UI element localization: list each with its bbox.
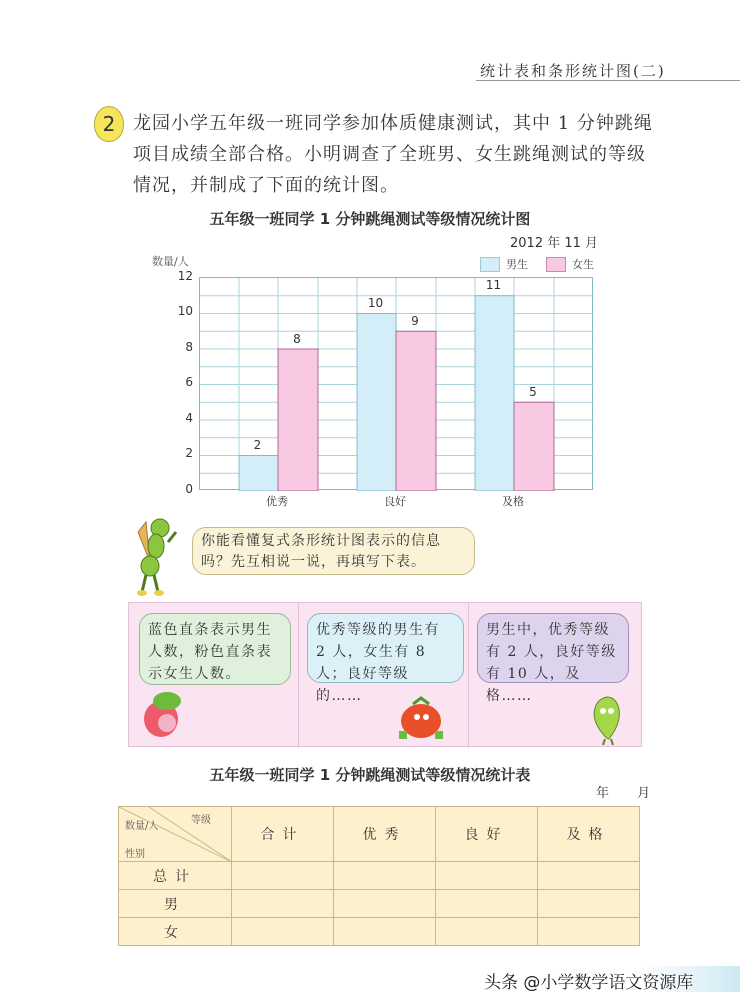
bar-chart-plot [199, 277, 593, 490]
problem-number-badge [94, 106, 124, 142]
prompt-speech-bubble: 你能看懂复式条形统计图表示的信息吗？先互相说一说，再填写下表。 [192, 527, 475, 575]
section-title: 统计表和条形统计图(二) [480, 62, 666, 80]
table-cell[interactable] [334, 890, 436, 918]
problem-text: 龙园小学五年级一班同学参加体质健康测试，其中 1 分钟跳绳项目成绩全部合格。小明调查了全班男、女生跳绳测试的等级情况，并制成了下面的统计图。 [133, 113, 653, 196]
statistics-table [118, 806, 640, 946]
table-date: 年 月 [596, 786, 663, 801]
chart-legend [480, 256, 594, 272]
y-tick: 6 [185, 375, 193, 389]
y-tick: 2 [185, 446, 193, 460]
column-header-pass: 及格 [538, 807, 640, 862]
row-label-total: 总计 [119, 862, 232, 890]
speech-bubble-blue: 优秀等级的男生有 2 人，女生有 8 人；良好等级的…… [307, 613, 464, 683]
x-tick: 良好 [384, 495, 406, 508]
table-cell[interactable] [232, 918, 334, 946]
pea-pod-character-icon [132, 512, 182, 597]
legend-label-girls: 女生 [572, 258, 594, 271]
y-axis-label: 数量/人 [152, 255, 189, 268]
x-tick: 优秀 [266, 495, 288, 508]
legend-swatch-girls [546, 257, 566, 272]
table-cell[interactable] [436, 890, 538, 918]
bar-value-girls-excellent: 8 [293, 332, 301, 346]
legend-swatch-boys [480, 257, 500, 272]
header-divider [476, 80, 740, 81]
table-cell[interactable] [232, 862, 334, 890]
discussion-panel [128, 602, 642, 747]
table-cell[interactable] [538, 890, 640, 918]
corner-label-gender: 性别 [125, 849, 145, 860]
speech-bubble-green: 蓝色直条表示男生人数，粉色直条表示女生人数。 [139, 613, 291, 685]
bar-value-boys-excellent: 2 [253, 438, 262, 452]
x-tick: 及格 [502, 495, 524, 508]
chart-title: 五年级一班同学 1 分钟跳绳测试等级情况统计图 [209, 210, 531, 228]
table-header-row [119, 807, 640, 862]
chart-date: 2012 年 11 月 [510, 236, 599, 251]
column-header-excellent: 优秀 [334, 807, 436, 862]
table-cell[interactable] [436, 918, 538, 946]
legend-label-boys: 男生 [506, 258, 528, 271]
table-corner-header [119, 807, 232, 862]
table-cell[interactable] [538, 918, 640, 946]
pepper-character-icon [587, 691, 627, 746]
radish-character-icon [137, 689, 187, 741]
corner-label-grade: 等级 [191, 815, 211, 826]
row-label-girls: 女 [119, 918, 232, 946]
column-header-total: 合计 [232, 807, 334, 862]
y-tick: 4 [185, 411, 193, 425]
table-cell[interactable] [232, 890, 334, 918]
table-title: 五年级一班同学 1 分钟跳绳测试等级情况统计表 [209, 766, 531, 784]
bar-value-girls-good: 9 [411, 314, 419, 328]
table-cell[interactable] [436, 862, 538, 890]
row-label-boys: 男 [119, 890, 232, 918]
bar-value-boys-good: 10 [367, 296, 384, 310]
discussion-item [129, 603, 299, 748]
problem-number: 2 [102, 112, 116, 136]
y-tick: 10 [177, 304, 193, 318]
y-tick: 8 [185, 340, 193, 354]
tomato-character-icon [389, 695, 449, 743]
bar-value-girls-pass: 5 [529, 385, 537, 399]
table-row [119, 862, 640, 890]
discussion-item [299, 603, 469, 748]
watermark: 头条 @小学数学语文资源库 [484, 973, 694, 993]
table-row [119, 918, 640, 946]
bar-value-boys-pass: 11 [485, 278, 502, 292]
table-cell[interactable] [334, 862, 436, 890]
discussion-item [469, 603, 643, 748]
speech-bubble-purple: 男生中，优秀等级有 2 人，良好等级有 10 人，及格…… [477, 613, 629, 683]
y-tick: 12 [177, 269, 193, 283]
y-tick: 0 [185, 482, 193, 496]
table-row [119, 890, 640, 918]
table-cell[interactable] [334, 918, 436, 946]
column-header-good: 良好 [436, 807, 538, 862]
table-cell[interactable] [538, 862, 640, 890]
corner-label-quantity: 数量/人 [125, 821, 159, 832]
